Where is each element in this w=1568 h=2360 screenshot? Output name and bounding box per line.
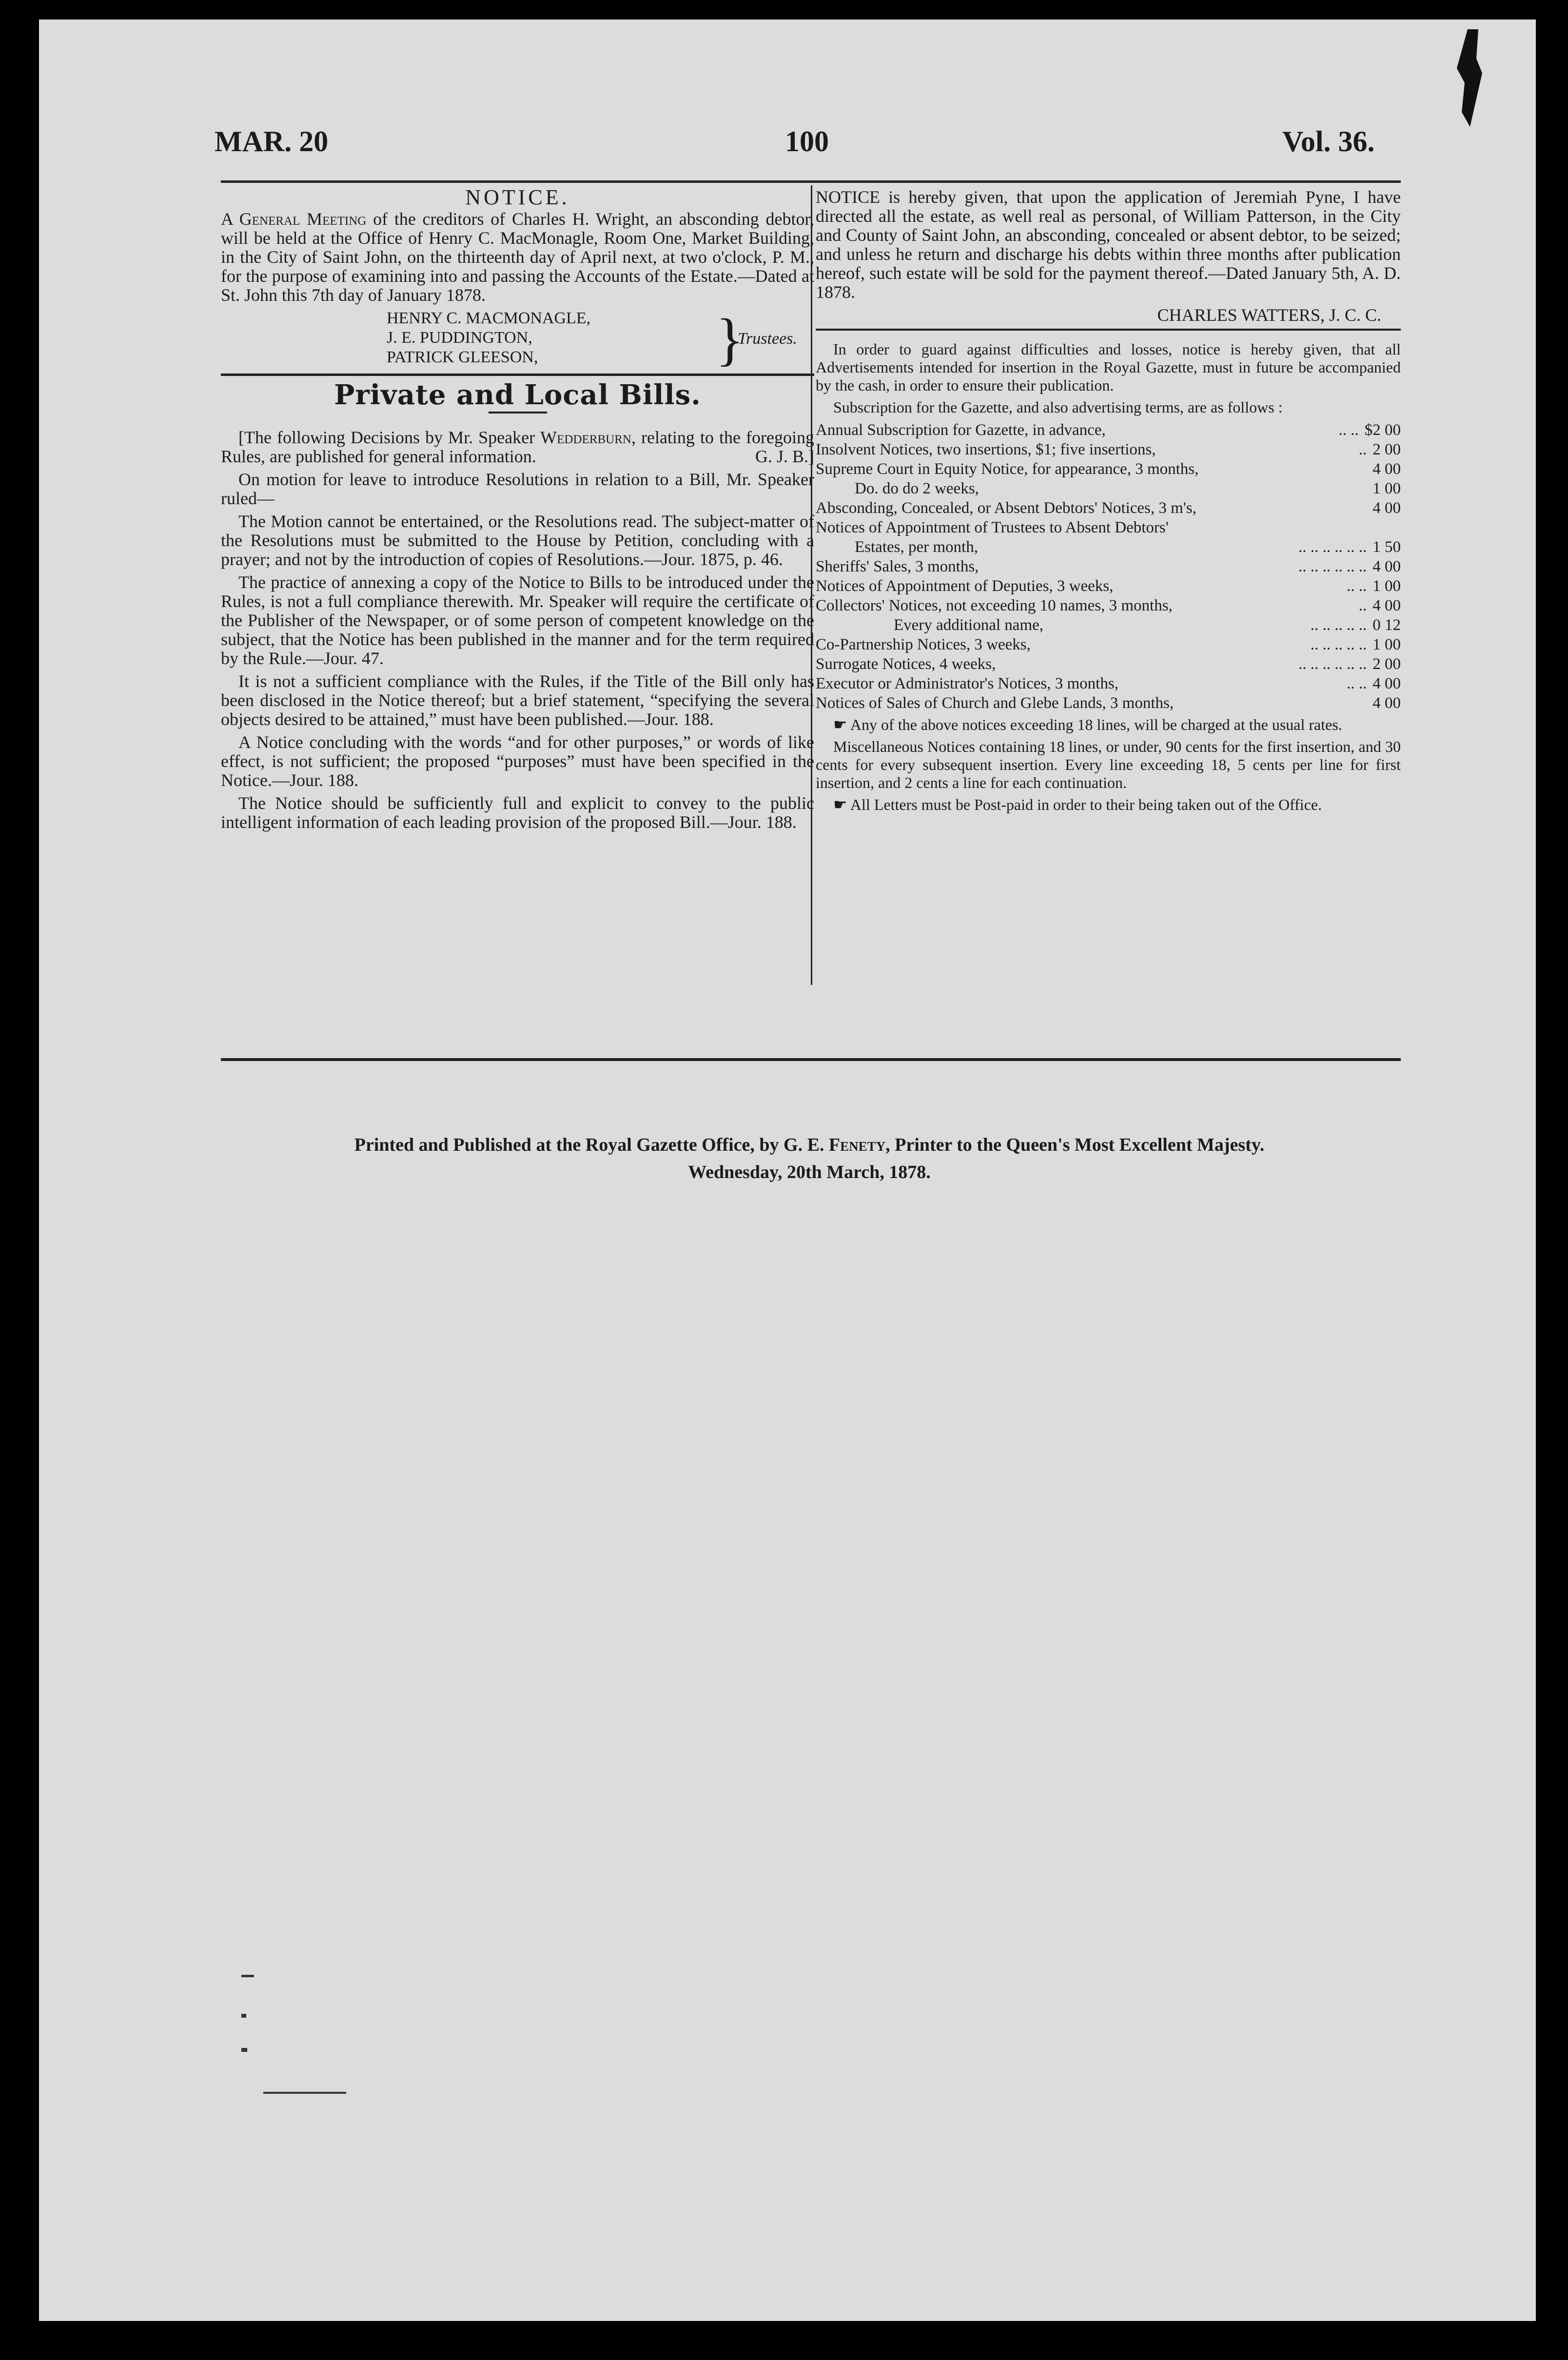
- margin-mark: [263, 2092, 346, 2094]
- imprint-date: Wednesday, 20th March, 1878.: [688, 1162, 931, 1182]
- section-heading: Private and Local Bills.: [334, 379, 701, 411]
- fee-price: [1363, 479, 1401, 498]
- fee-price: [1363, 459, 1401, 479]
- fee-leader-dots: ..: [1358, 441, 1367, 458]
- fee-label: Notices of Appointment of Deputies, 3 weeks,: [816, 577, 1114, 595]
- corner-ink-mark: [1448, 29, 1487, 127]
- fee-label: Sheriffs' Sales, 3 months,: [816, 558, 979, 575]
- fee-row: [816, 518, 1401, 537]
- fee-leader-dots: .. .. .. .. .. ..: [1298, 655, 1367, 673]
- fee-price: [1355, 440, 1401, 459]
- fee-row: [816, 440, 1401, 459]
- fee-label: Notices of Appointment of Trustees to Absent Debtors': [816, 519, 1169, 536]
- header-volume: Vol. 36.: [1282, 125, 1375, 157]
- trustee-signers: [221, 309, 814, 370]
- fee-row: [816, 479, 1401, 498]
- header-rule: [221, 180, 1401, 183]
- fee-leader-dots: ..: [1358, 597, 1367, 614]
- brace-icon: }: [716, 307, 744, 372]
- signer-1: HENRY C. MACMONAGLE,: [387, 309, 591, 327]
- fee-row: [816, 693, 1401, 713]
- header-page-number: 100: [785, 125, 829, 157]
- fee-amount: 4 00: [1372, 460, 1401, 478]
- margin-mark: [241, 1975, 254, 1977]
- fee-amount: 4 00: [1372, 694, 1401, 712]
- fee-amount: 1 00: [1372, 577, 1401, 595]
- fee-amount: 1 00: [1372, 480, 1401, 497]
- fee-row: [816, 557, 1401, 576]
- fee-price: [1307, 635, 1401, 654]
- intro-text-cont: , relating to the foregoing Rules, are published for general information.: [221, 428, 815, 466]
- speaker-name: Wedderburn: [540, 428, 631, 447]
- fee-amount: 1 00: [1372, 636, 1401, 653]
- fee-table: [816, 420, 1401, 713]
- notice-lead: A General Meeting: [221, 209, 367, 229]
- fee-label: Co-Partnership Notices, 3 weeks,: [816, 636, 1031, 653]
- rule-paragraph: The Motion cannot be entertained, or the Resolutions read. The subject-matter of the Resolutions must be submitted to the House by Petition, concluding with a prayer; and not by the introduction of copies of Resolutions.—Jour. 1875, p. 46.: [221, 511, 814, 569]
- misc-notices: Miscellaneous Notices containing 18 lines, or under, 90 cents for the first insertion, and 30 cents for every subsequent insertion. Every line exceeding 18, 5 cents per line for first insertion, and 2 cents a line for each continuation.: [816, 738, 1401, 791]
- fee-label: Do. do do 2 weeks,: [855, 480, 979, 497]
- fee-row: [816, 498, 1401, 518]
- fee-leader-dots: .. ..: [1338, 421, 1359, 439]
- rule-paragraph: It is not a sufficient compliance with the Rules, if the Title of the Bill only has been disclosed in the Notice thereof; but a brief statement, “specifying the several objects desired to be attained,” must have been published.—Jour. 188.: [221, 671, 814, 729]
- fee-row: [816, 674, 1401, 693]
- fee-row: [816, 654, 1401, 674]
- margin-mark: [241, 2048, 247, 2052]
- fee-label: Notices of Sales of Church and Glebe Lands, 3 months,: [816, 694, 1174, 712]
- notice-body: of the creditors of Charles H. Wright, an absconding debtor, will be held at the Office of Henry C. MacMonagle, Room One, Market Building, in the City of Saint John, on the thirteenth day of April next, at two o'clock, P. M., for the purpose of examining into and passing the Accounts of the Estate.—Dated at St. John this 7th day of January 1878.: [221, 209, 815, 305]
- intro-initials: G. J. B.]: [755, 447, 814, 466]
- fee-label: Insolvent Notices, two insertions, $1; five insertions,: [816, 441, 1156, 458]
- fee-row: [816, 420, 1401, 440]
- absconding-notice: NOTICE is hereby given, that upon the application of Jeremiah Pyne, I have directed all the estate, as well real as personal, of William Patterson, in the City and County of Saint John, an absconding, concealed or absent debtor, to be seized; and unless he return and discharge his debts within three months after publication hereof, such estate will be sold for the payment thereof.—Dated January 5th, A. D. 1878.: [816, 187, 1401, 302]
- fee-price: [1355, 596, 1401, 615]
- fee-leader-dots: .. .. .. .. .. ..: [1298, 558, 1367, 575]
- fee-price: [1307, 615, 1401, 635]
- fee-amount: 2 00: [1372, 441, 1401, 458]
- fee-label: Estates, per month,: [855, 538, 978, 556]
- fee-price: [1363, 693, 1401, 713]
- fee-leader-dots: .. .. .. .. ..: [1310, 636, 1367, 653]
- note-letters: ☛ All Letters must be Post-paid in order to their being taken out of the Office.: [833, 796, 1322, 813]
- heading-underline: [489, 412, 547, 413]
- fee-price: [1294, 654, 1401, 674]
- advertisement-terms: In order to guard against difficulties and losses, notice is hereby given, that all Advertisements intended for insertion in the Royal Gazette, must in future be accompanied by the cash, in order to ensure their publication.: [816, 340, 1401, 394]
- right-column: [816, 188, 1401, 818]
- fee-label: Absconding, Concealed, or Absent Debtors' Notices, 3 m's,: [816, 499, 1196, 517]
- fee-label: Collectors' Notices, not exceeding 10 names, 3 months,: [816, 597, 1173, 614]
- fee-amount: 4 00: [1372, 499, 1401, 517]
- fee-label: Every additional name,: [894, 616, 1043, 634]
- fee-amount: 0 12: [1372, 616, 1401, 634]
- fee-amount: 2 00: [1372, 655, 1401, 673]
- fee-row: [816, 576, 1401, 596]
- fee-leader-dots: .. .. .. .. ..: [1310, 616, 1367, 634]
- fee-amount: 4 00: [1372, 597, 1401, 614]
- imprint: [215, 1131, 1404, 1186]
- fee-price: [1335, 420, 1401, 440]
- left-column: [221, 185, 815, 836]
- meeting-notice: [221, 210, 814, 305]
- rule-paragraph: A Notice concluding with the words “and for other purposes,” or words of like effect, is not sufficient; the proposed “purposes” must have been specified in the Notice.—Jour. 188.: [221, 732, 814, 790]
- note-exceeding-lines: ☛ Any of the above notices exceeding 18 lines, will be charged at the usual rates.: [833, 716, 1342, 733]
- signer-2: J. E. PUDDINGTON,: [387, 329, 532, 347]
- fee-leader-dots: .. ..: [1347, 675, 1367, 692]
- fee-row: [816, 537, 1401, 557]
- notice-rule: [816, 329, 1401, 331]
- notice-signer: CHARLES WATTERS, J. C. C.: [1157, 305, 1381, 325]
- fee-label: Surrogate Notices, 4 weeks,: [816, 655, 996, 673]
- fee-label: Supreme Court in Equity Notice, for appearance, 3 months,: [816, 460, 1199, 478]
- printer-name: Fenety: [828, 1135, 886, 1155]
- fee-amount: 4 00: [1372, 558, 1401, 575]
- fee-amount: 1 50: [1372, 538, 1401, 556]
- rule-paragraph: On motion for leave to introduce Resolutions in relation to a Bill, Mr. Speaker ruled—: [221, 470, 814, 508]
- section-rule: [221, 374, 814, 376]
- footer-rule: [221, 1058, 1401, 1061]
- signer-3: PATRICK GLEESON,: [387, 348, 538, 366]
- fee-label: Annual Subscription for Gazette, in advance,: [816, 421, 1106, 439]
- notice-title: NOTICE.: [465, 185, 570, 209]
- fee-amount: 4 00: [1372, 675, 1401, 692]
- fee-row: [816, 635, 1401, 654]
- imprint-text-cont: , Printer to the Queen's Most Excellent Majesty.: [885, 1135, 1265, 1155]
- fee-amount: $2 00: [1364, 421, 1401, 439]
- trustees-label: Trustees.: [738, 330, 797, 348]
- header-date: MAR. 20: [215, 125, 329, 157]
- fee-price: [1294, 537, 1401, 557]
- fee-price: [1343, 674, 1401, 693]
- decisions-intro: [221, 428, 814, 466]
- rule-paragraph: The Notice should be sufficiently full and explicit to convey to the public intelligent information of each leading provision of the proposed Bill.—Jour. 188.: [221, 793, 814, 832]
- fee-leader-dots: .. .. .. .. .. ..: [1298, 538, 1367, 556]
- fee-row: [816, 596, 1401, 615]
- rule-paragraph: The practice of annexing a copy of the Notice to Bills to be introduced under the Rules, is not a full compliance therewith. Mr. Speaker will require the certificate of the Publisher of the Newspaper, or of some person of competent knowledge on the subject, that the Notice has been published in the manner and for the term required by the Rule.—Jour. 47.: [221, 572, 814, 668]
- fee-label: Executor or Administrator's Notices, 3 months,: [816, 675, 1118, 692]
- intro-text: [The following Decisions by Mr. Speaker: [238, 428, 541, 447]
- imprint-line-1: [215, 1131, 1404, 1159]
- fee-price: [1363, 498, 1401, 518]
- fee-row: [816, 615, 1401, 635]
- imprint-text: Printed and Published at the Royal Gazette Office, by G. E.: [354, 1135, 829, 1155]
- fee-row: [816, 459, 1401, 479]
- margin-mark: [241, 2014, 246, 2018]
- fee-price: [1343, 576, 1401, 596]
- fee-price: [1391, 518, 1401, 537]
- fee-price: [1294, 557, 1401, 576]
- fee-leader-dots: .. ..: [1347, 577, 1367, 595]
- subscription-intro: Subscription for the Gazette, and also advertising terms, are as follows :: [833, 398, 1283, 416]
